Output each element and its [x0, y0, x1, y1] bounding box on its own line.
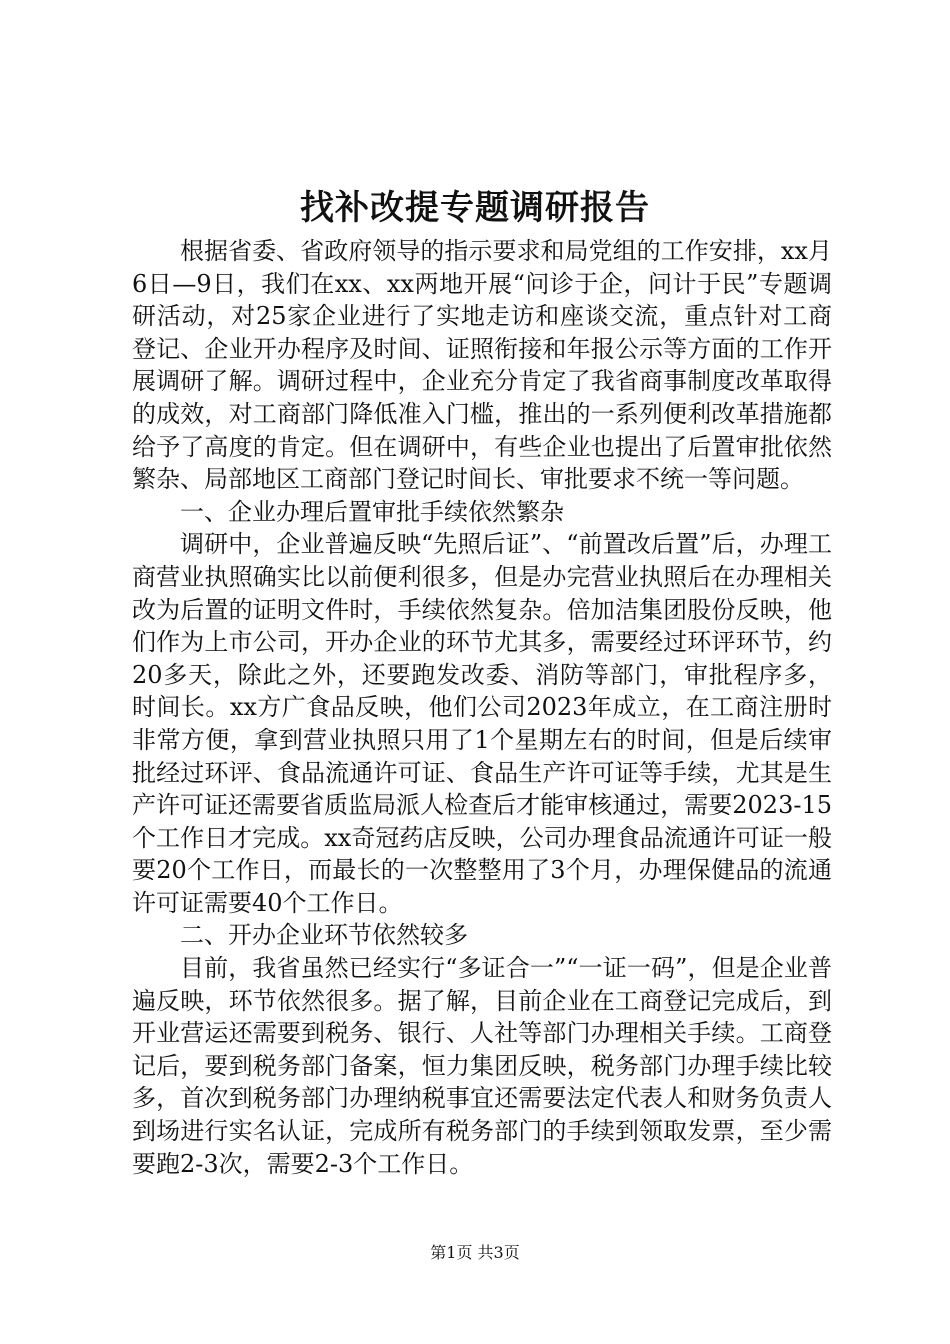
paragraph-section-2: 目前，我省虽然已经实行“多证合一”“一证一码”，但是企业普遍反映，环节依然很多。据了解，目前企业在工商登记完成后，到开业营运还需要到税务、银行、人社等部门办理相关手续。工商登记后，要到税务部门备案，恒力集团反映，税务部门办理手续比较多，首次到税务部门办理纳税事宜还需要法定代表人和财务负责人到场进行实名认证，完成所有税务部门的手续到领取发票，至少需要跑2-3次，需要2-3个工作日。: [132, 954, 832, 1178]
section-heading-2: 二、开办企业环节依然较多: [180, 921, 468, 950]
document-body: [132, 235, 832, 1180]
page-footer: 第1页 共3页: [430, 1243, 520, 1262]
paragraph-intro: 根据省委、省政府领导的指示要求和局党组的工作安排，xx月6日—9日，我们在xx、xx两地开展“问诊于企，问计于民”专题调研活动，对25家企业进行了实地走访和座谈交流，重点针对工商登记、企业开办程序及时间、证照衔接和年报公示等方面的工作开展调研了解。调研过程中，企业充分肯定了我省商事制度改革取得的成效，对工商部门降低准入门槛，推出的一系列便利改革措施都给予了高度的肯定。但在调研中，有些企业也提出了后置审批依然繁杂、局部地区工商部门登记时间长、审批要求不统一等问题。: [132, 237, 832, 494]
paragraph-section-1: 调研中，企业普遍反映“先照后证”、“前置改后置”后，办理工商营业执照确实比以前便利很多，但是办完营业执照后在办理相关改为后置的证明文件时，手续依然复杂。倍加洁集团股份反映，他们作为上市公司，开办企业的环节尤其多，需要经过环评环节，约20多天，除此之外，还要跑发改委、消防等部门，审批程序多，时间长。xx方广食品反映，他们公司2023年成立，在工商注册时非常方便，拿到营业执照只用了1个星期左右的时间，但是后续审批经过环评、食品流通许可证、食品生产许可证等手续，尤其是生产许可证还需要省质监局派人检查后才能审核通过，需要2023-15个工作日才完成。xx奇冠药店反映，公司办理食品流通许可证一般要20个工作日，而最长的一次整整用了3个月，办理保健品的流通许可证需要40个工作日。: [132, 530, 832, 917]
section-heading-1: 一、企业办理后置审批手续依然繁杂: [180, 497, 564, 526]
document-title: 找补改提专题调研报告: [300, 188, 650, 228]
